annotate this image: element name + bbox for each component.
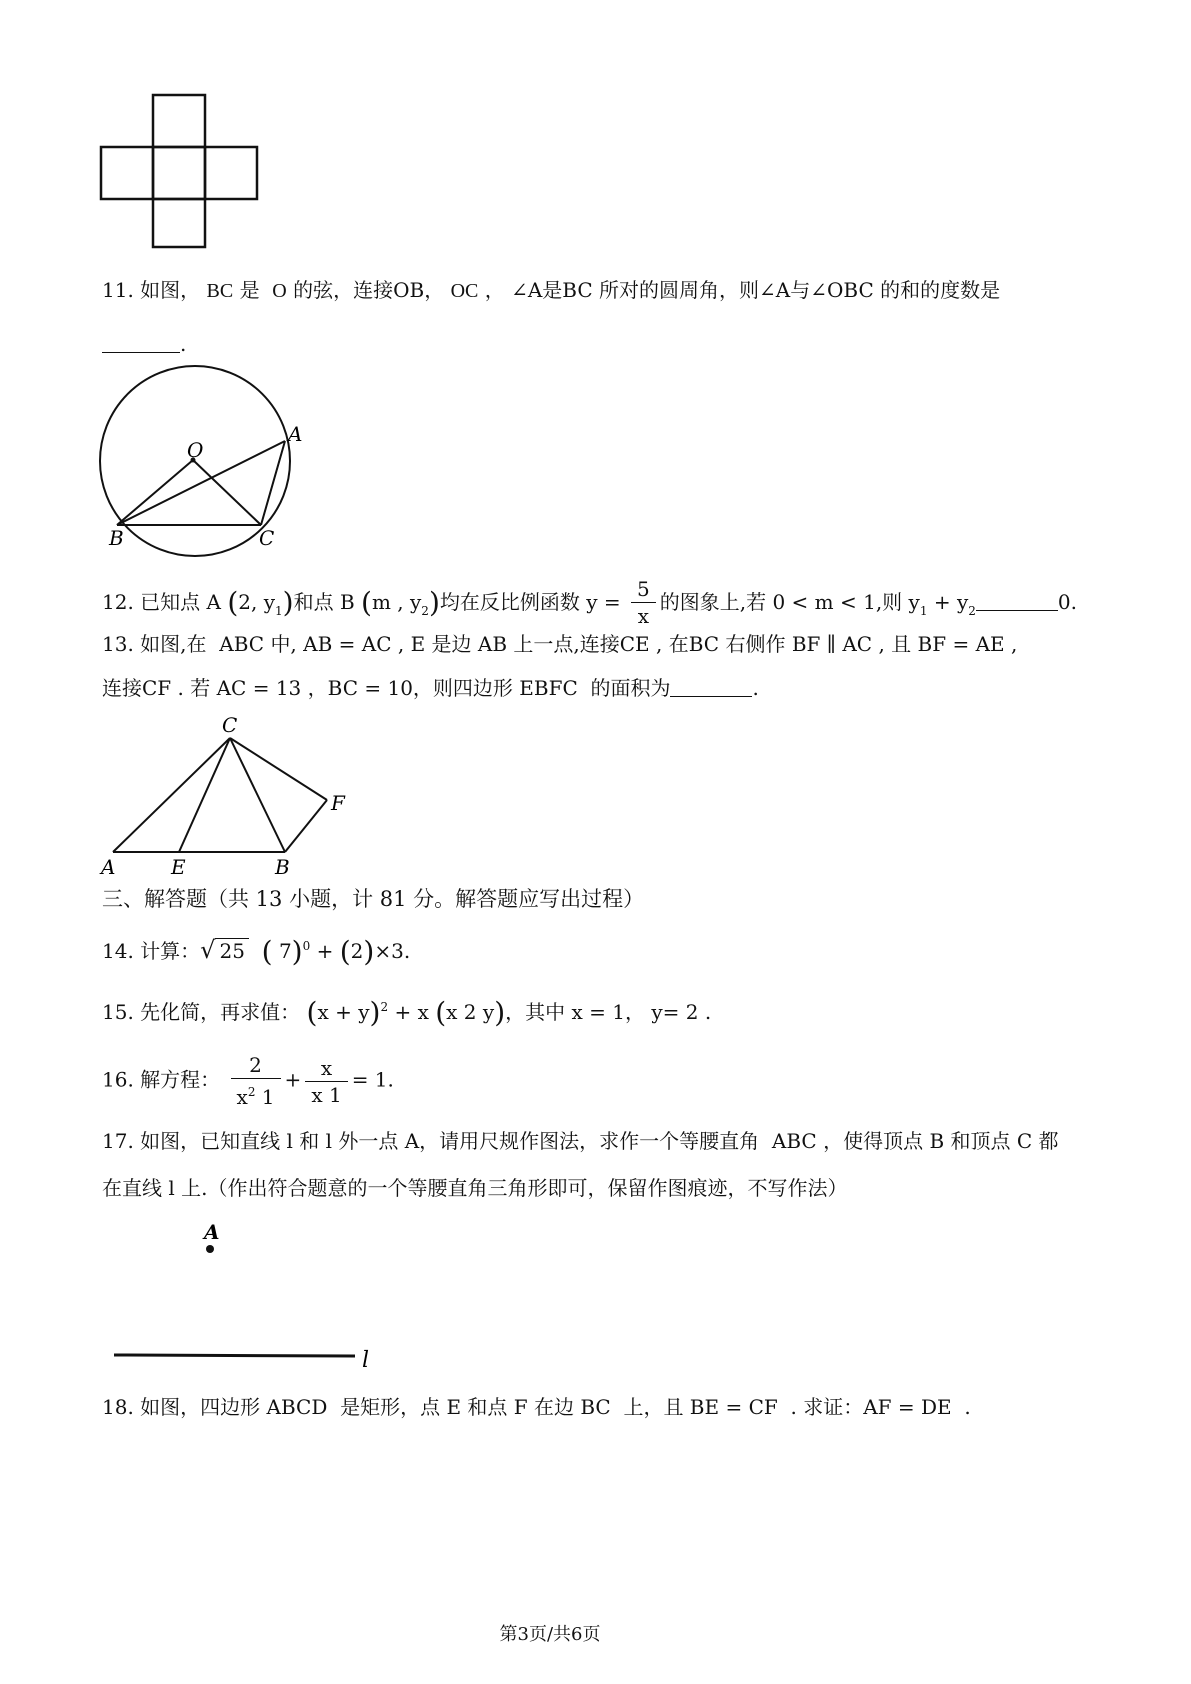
q11-text-2: 是 — [239, 278, 260, 302]
q18-text-b: 是矩形，点 E 和点 F 在边 BC — [340, 1395, 611, 1419]
fig13-segment-bf — [285, 800, 327, 852]
q16-denominator-1b: 1 — [255, 1085, 275, 1109]
q12-sub-2: 2 — [421, 604, 429, 618]
figure-11-circle — [95, 365, 325, 565]
q15-term-1: x + y — [317, 1000, 370, 1024]
q11-prefix: 11. 如图， — [102, 278, 201, 302]
q15-prefix: 15. 先化简，再求值： — [102, 1000, 301, 1024]
q16-denominator-1: x — [236, 1085, 248, 1109]
net-square-top — [153, 95, 205, 147]
q13-answer-blank[interactable] — [670, 678, 752, 697]
q12-sub-4: 2 — [968, 604, 976, 618]
q11-answer-blank[interactable] — [102, 334, 180, 353]
q12-plus: + y — [933, 590, 969, 614]
fig17-line-l — [114, 1355, 355, 1356]
q14-radicand: 25 — [215, 938, 248, 963]
q11-angle-a: ∠A是BC — [511, 278, 593, 302]
q12-sub-1: 1 — [275, 604, 283, 618]
q13-text-1: 中, AB = AC , E 是边 AB 上一点,连接CE , 在BC 右侧作 BF ∥ AC , 且 BF = AE , — [270, 632, 1018, 656]
fig11-segment-ac — [261, 441, 285, 525]
q13-triangle: ABC — [219, 632, 265, 656]
q18-text-e: . — [964, 1395, 971, 1419]
fig17-label-a: A — [204, 1220, 220, 1244]
net-square-right — [205, 147, 257, 199]
fig17-point-a — [206, 1245, 214, 1253]
q13-end: . — [752, 676, 759, 700]
fig13-segment-ce — [179, 738, 230, 852]
figure-17-line-and-point — [100, 1215, 390, 1375]
q16-numerator-1: 2 — [231, 1052, 281, 1079]
question-11-line-2 — [102, 330, 186, 358]
page-footer: 第3页/共6页 — [499, 1624, 601, 1645]
q11-oc-label: OC — [450, 280, 479, 302]
q12-numerator: 5 — [631, 576, 656, 603]
fig11-label-b: B — [109, 526, 124, 550]
q15-tail: ，其中 x = 1， y= 2 . — [505, 1000, 712, 1024]
fig13-label-b: B — [275, 855, 290, 879]
q18-prefix: 18. 如图，四边形 ABCD — [102, 1395, 328, 1419]
q14-plus: + — [316, 939, 334, 963]
question-11-line-1 — [102, 276, 1000, 305]
q14-tail: ×3. — [374, 939, 411, 963]
q17-text-1: 17. 如图，已知直线 l 和 l 外一点 A，请用尺规作图法，求作一个等腰直角 — [102, 1129, 760, 1153]
question-13-line-1 — [102, 630, 1017, 658]
q11-text-9: 的和的度数是 — [880, 278, 1001, 302]
q12-tail: 0. — [1057, 590, 1077, 614]
q15-exponent: 2 — [380, 1000, 389, 1014]
q16-prefix: 16. 解方程： — [102, 1067, 221, 1092]
q16-plus: + — [284, 1067, 302, 1092]
q11-circle-label: O — [272, 280, 287, 302]
q12-rest: 的图象上,若 0 < m < 1,则 y — [659, 590, 920, 614]
q14-term-2: 2 — [350, 939, 364, 963]
q16-tail: = 1. — [351, 1067, 394, 1092]
q16-denominator-2: x 1 — [311, 1082, 342, 1107]
net-square-left — [101, 147, 153, 199]
q12-answer-blank[interactable] — [976, 592, 1058, 611]
q11-chord-label: BC — [206, 280, 234, 302]
q11-comma: ， — [484, 278, 505, 302]
q18-text-c: 上，且 BE = CF — [623, 1395, 778, 1419]
fig13-label-c: C — [222, 713, 238, 737]
question-13-line-2 — [102, 674, 759, 702]
question-12: 12. 已知点 A (2, $y_1$)和点 B (m , $y_2$)均在反比例函数 y = $\frac{5}{x}$ 的图象上,若 0 < m < 1,则 $y_1 + y_2$ 0. — [102, 577, 1077, 628]
question-17-line-1 — [102, 1127, 1059, 1155]
q13-prefix: 13. 如图,在 — [102, 632, 207, 656]
q12-prefix: 12. 已知点 A — [102, 590, 221, 614]
q18-text-d: . 求证：AF = DE — [790, 1395, 952, 1419]
fig11-label-o: O — [187, 438, 204, 462]
fig13-label-e: E — [171, 855, 186, 879]
q14-exponent: 0 — [302, 939, 311, 953]
q12-point-b: m , y — [371, 590, 422, 614]
q13-text-2: 连接CF . 若 AC = 13 ，BC = 10，则四边形 EBFC — [102, 676, 578, 700]
q12-denominator: x — [637, 604, 650, 628]
fig11-label-c: C — [259, 526, 275, 550]
section-3-heading: 三、解答题（共 13 小题，计 81 分。解答题应写出过程） — [102, 887, 645, 911]
q16-numerator-2: x — [305, 1055, 347, 1082]
q11-text-4: 的弦，连接OB， — [293, 278, 445, 302]
q12-sub-3: 1 — [919, 604, 928, 618]
q16-denominator-exponent: 2 — [247, 1085, 256, 1099]
question-16 — [102, 1052, 394, 1110]
question-15: 15. 先化简，再求值： $(x + y)^2 + x$ (x 2 y)，其中 x = 1， y= 2 . — [102, 996, 712, 1029]
q14-term-1: 7 — [278, 939, 292, 963]
q15-mid: + x — [394, 1000, 429, 1024]
fig13-label-f: F — [331, 791, 345, 815]
fig11-label-a: A — [288, 422, 303, 446]
q17-triangle: ABC — [771, 1129, 817, 1153]
fig13-segment-ac — [113, 738, 230, 852]
q12-function: 均在反比例函数 y = — [439, 590, 621, 614]
q11-end: . — [180, 332, 187, 356]
q12-fraction — [631, 576, 656, 629]
q11-text-8: 所对的圆周角，则∠A与∠OBC — [599, 278, 874, 302]
question-18 — [102, 1393, 971, 1421]
q16-fraction-2 — [305, 1055, 347, 1108]
q17-text-2: ，使得顶点 B 和顶点 C 都 — [823, 1129, 1059, 1153]
q12-point-a: 2, y — [238, 590, 276, 614]
cube-net-figure — [95, 90, 265, 255]
net-square-center — [153, 147, 205, 199]
q15-term-2: x 2 y — [446, 1000, 495, 1024]
question-17-line-2: 在直线 l 上.（作出符合题意的一个等腰直角三角形即可，保留作图痕迹，不写作法） — [102, 1176, 848, 1200]
figure-13-triangle — [95, 712, 365, 880]
q16-fraction-1 — [231, 1052, 281, 1110]
question-14: 14. 计算：√ 25 ( 7)$^0$ + (2)×3. — [102, 935, 411, 968]
q14-prefix: 14. 计算： — [102, 939, 201, 963]
fig13-label-a: A — [101, 855, 116, 879]
sqrt-icon: √ — [200, 936, 216, 964]
net-square-bottom — [153, 199, 205, 247]
q13-text-3: 的面积为 — [590, 676, 671, 700]
fig17-label-l: l — [362, 1348, 370, 1373]
q12-mid: 和点 B — [293, 590, 355, 614]
